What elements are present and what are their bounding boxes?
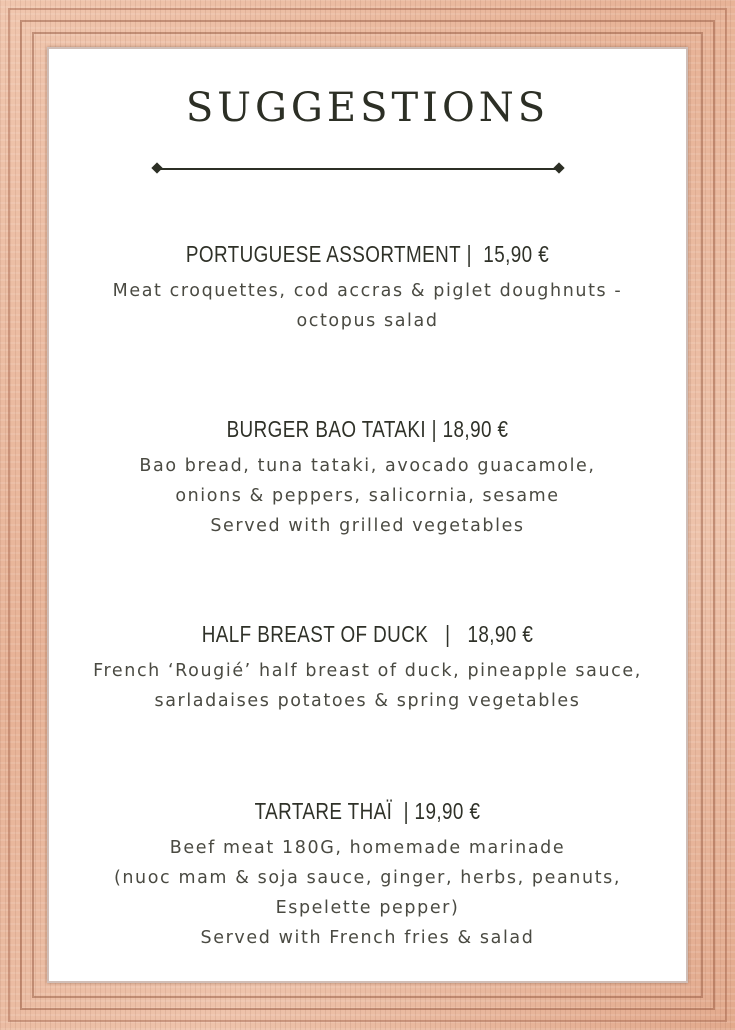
menu-item-description [47, 656, 688, 716]
menu-item-separator: | [431, 416, 437, 442]
menu-item-price: 15,90 € [483, 241, 550, 267]
menu-item-description [47, 451, 688, 541]
menu-item-price: 18,90 € [442, 416, 509, 442]
menu-item-heading [105, 416, 631, 443]
description-line: Bao bread, tuna tataki, avocado guacamole, [139, 456, 596, 476]
menu-item-name: HALF BREAST OF DUCK [201, 621, 429, 647]
description-line: Espelette pepper) [275, 898, 460, 918]
menu-item [47, 416, 688, 541]
divider-diamond-right-icon [553, 162, 564, 173]
menu-item-separator: | [466, 241, 472, 267]
menu-item [47, 621, 688, 716]
menu-item-name: TARTARE THAÏ [254, 798, 393, 824]
menu-item-heading [105, 798, 631, 825]
description-line: French ‘Rougié’ half breast of duck, pineapple sauce, [93, 661, 642, 681]
menu-title: SUGGESTIONS [185, 85, 550, 131]
divider-diamond-left-icon [151, 162, 162, 173]
description-line: Beef meat 180G, homemade marinade [169, 838, 566, 858]
menu-item-separator: | [403, 798, 409, 824]
menu-item-description [47, 276, 688, 336]
menu-item-separator: | [445, 621, 451, 647]
description-line: Served with grilled vegetables [210, 516, 525, 536]
menu-item [47, 798, 688, 953]
menu-item-name: BURGER BAO TATAKI [226, 416, 427, 442]
menu-item-description [47, 833, 688, 953]
menu-item-heading [105, 241, 631, 268]
menu-item [47, 241, 688, 336]
menu-item-price: 19,90 € [414, 798, 481, 824]
menu-panel [47, 47, 688, 983]
title-divider [157, 168, 559, 170]
menu-item-price: 18,90 € [467, 621, 534, 647]
description-line: onions & peppers, salicornia, sesame [175, 486, 560, 506]
menu-item-heading [105, 621, 631, 648]
menu-item-name: PORTUGUESE ASSORTMENT [185, 241, 462, 267]
description-line: octopus salad [296, 311, 439, 331]
description-line: Meat croquettes, cod accras & piglet doughnuts - [112, 281, 623, 301]
description-line: (nuoc mam & soja sauce, ginger, herbs, peanuts, [113, 868, 622, 888]
description-line: sarladaises potatoes & spring vegetables [154, 691, 581, 711]
description-line: Served with French fries & salad [200, 928, 535, 948]
